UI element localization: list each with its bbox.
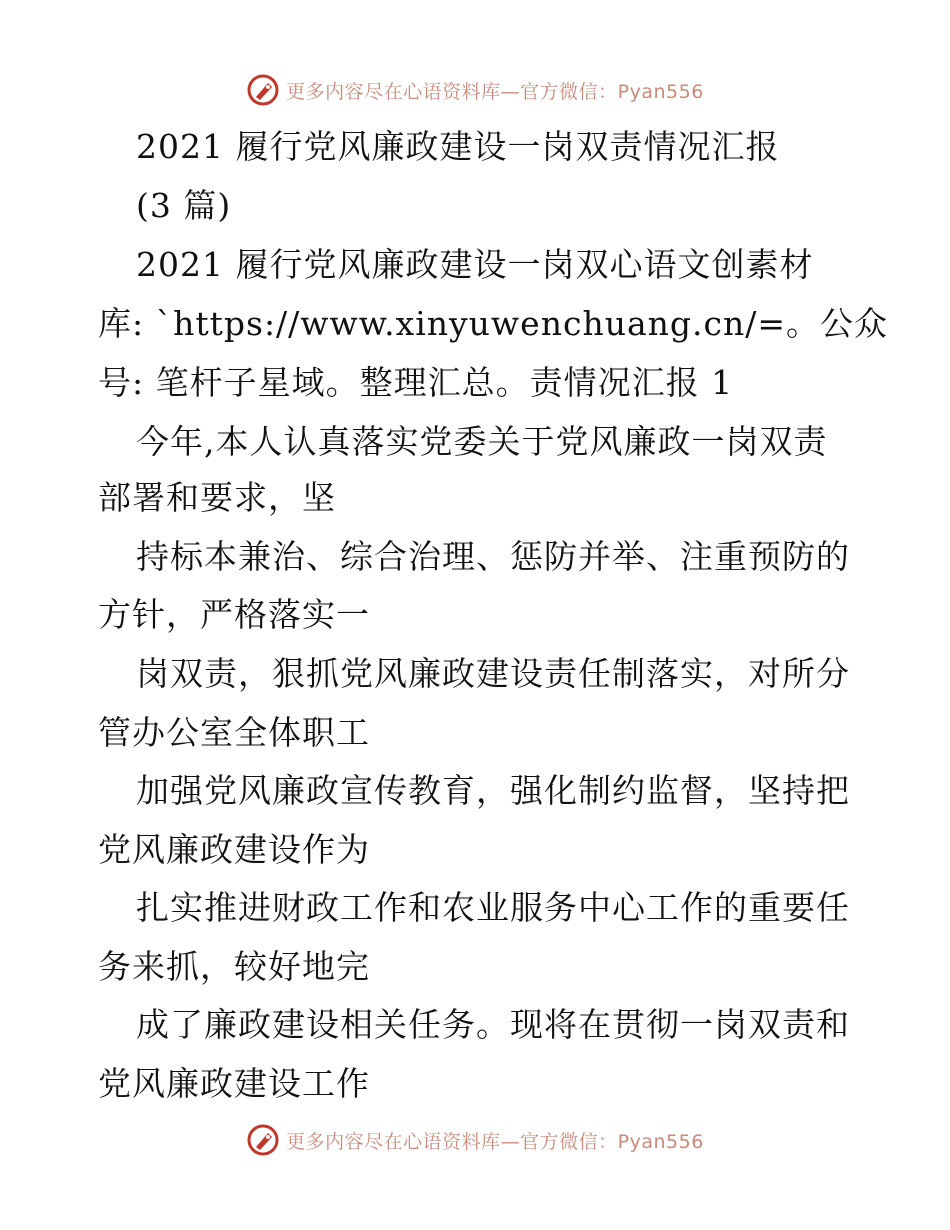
- paragraph-line: 方针，严格落实一: [98, 595, 370, 634]
- document-title: 2021 履行党风廉政建设一岗双责情况汇报: [136, 127, 780, 166]
- banner-text: 更多内容尽在心语资料库—官方微信：Pyan556: [286, 1130, 704, 1153]
- paragraph-line: 持标本兼治、综合治理、惩防并举、注重预防的: [136, 537, 850, 576]
- paragraph-line: 扎实推进财政工作和农业服务中心工作的重要任: [136, 888, 850, 927]
- paragraph-line: 成了廉政建设相关任务。现将在贯彻一岗双责和: [136, 1005, 850, 1044]
- paragraph-line: 2021 履行党风廉政建设一岗双心语文创素材: [136, 245, 814, 284]
- document-title-count: (3 篇): [136, 186, 232, 225]
- paragraph-line: 今年,本人认真落实党委关于党风廉政一岗双责: [136, 422, 828, 461]
- paragraph-line: 管办公室全体职工: [98, 713, 370, 752]
- pen-nib-logo-icon: [246, 1123, 280, 1157]
- paragraph-line: 库: `https://www.xinyuwenchuang.cn/=。公众: [98, 304, 888, 343]
- paragraph-line: 务来抓，较好地完: [98, 947, 370, 986]
- paragraph-line: 党风廉政建设工作: [98, 1064, 370, 1103]
- paragraph-line: 岗双责，狠抓党风廉政建设责任制落实，对所分: [136, 654, 850, 693]
- paragraph-line: 加强党风廉政宣传教育，强化制约监督，坚持把: [136, 771, 850, 810]
- paragraph-line: 党风廉政建设作为: [98, 830, 370, 869]
- paragraph-line: 部署和要求，坚: [98, 478, 336, 517]
- footer-banner: [0, 1120, 950, 1160]
- banner-text: 更多内容尽在心语资料库—官方微信：Pyan556: [286, 80, 704, 103]
- paragraph-line: 号: 笔杆子星域。整理汇总。责情况汇报 1: [98, 363, 734, 402]
